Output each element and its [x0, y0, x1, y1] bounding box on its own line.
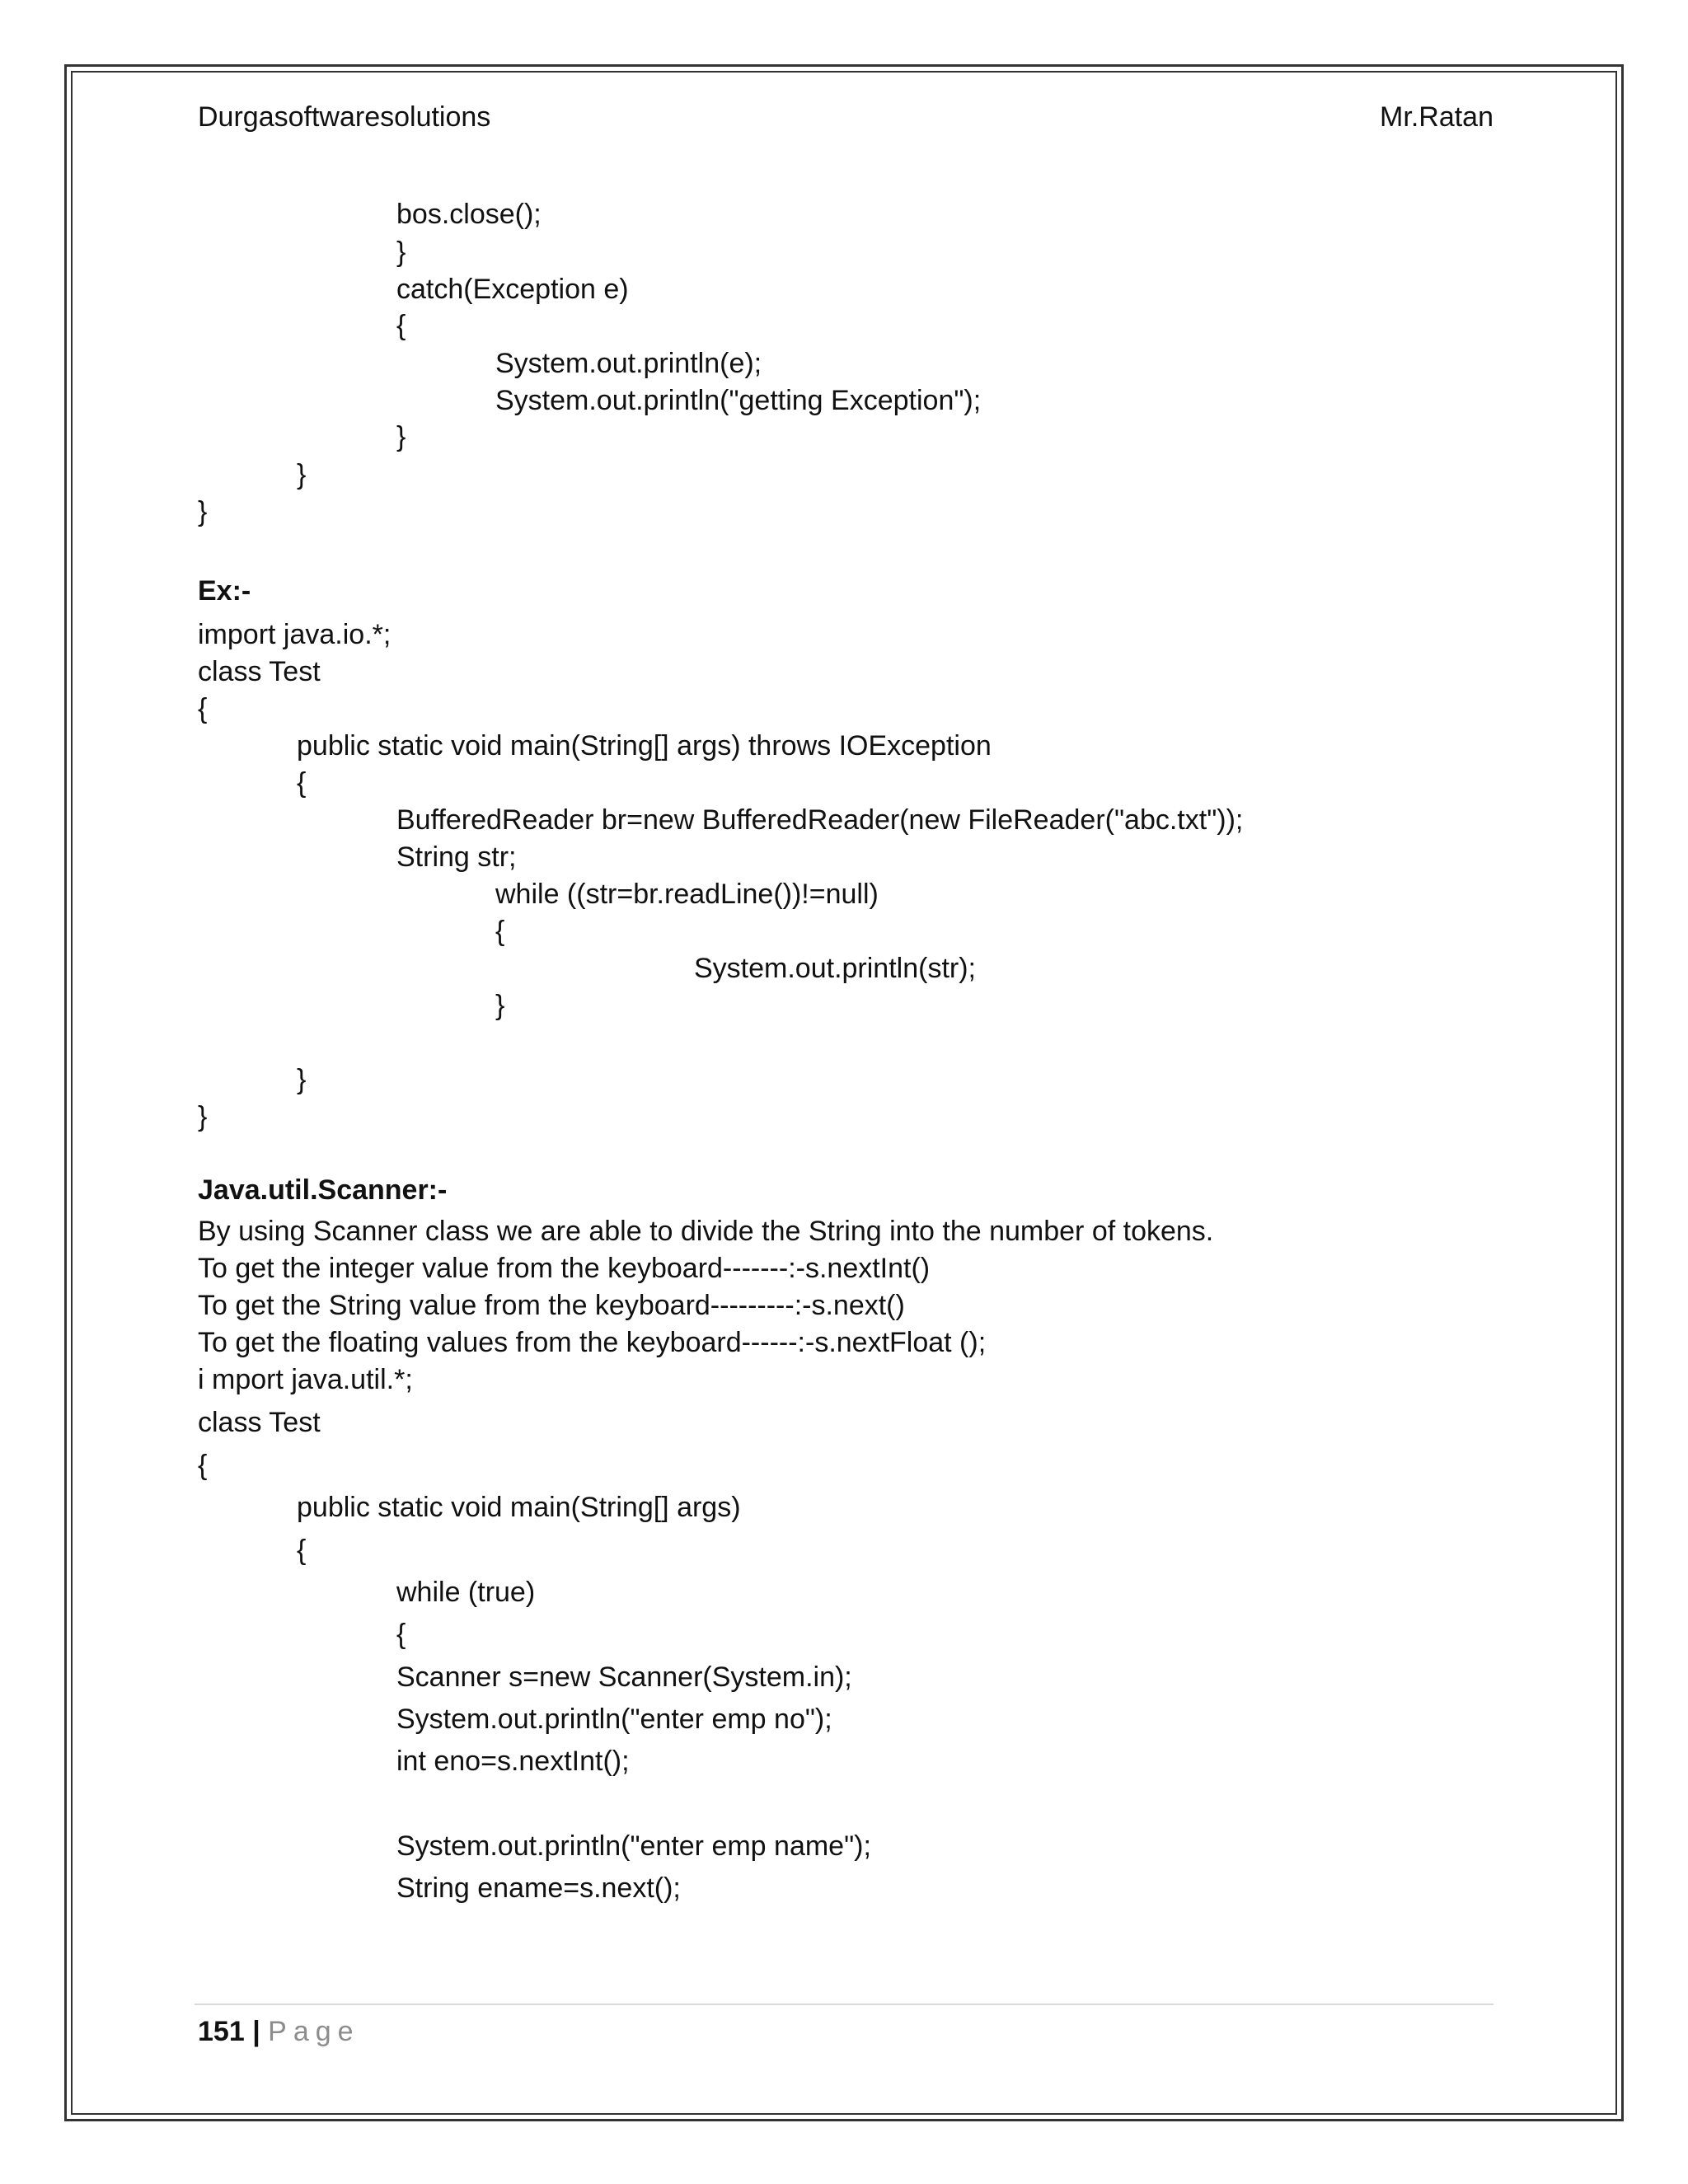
code-line: public static void main(String[] args) throws IOException: [297, 730, 992, 762]
code-line: }: [198, 496, 208, 527]
code-line: {: [297, 1535, 307, 1566]
code-line: {: [396, 310, 406, 341]
code-line: BufferedReader br=new BufferedReader(new FileReader("abc.txt"));: [396, 804, 1244, 836]
code-line: System.out.println(str);: [694, 953, 976, 984]
code-line: int eno=s.nextInt();: [396, 1746, 630, 1777]
footer-divider: [195, 2004, 1493, 2005]
page-number: 151: [198, 2016, 245, 2047]
paragraph-line: By using Scanner class we are able to divide the String into the number of tokens.: [198, 1216, 1214, 1247]
page-footer: [198, 2015, 360, 2048]
code-line: }: [297, 459, 307, 490]
code-line: }: [495, 990, 505, 1021]
scanner-heading: Java.util.Scanner:-: [198, 1174, 448, 1206]
code-line: System.out.println(e);: [495, 348, 762, 379]
code-line: System.out.println("getting Exception");: [495, 385, 982, 416]
code-line: class Test: [198, 656, 321, 687]
paragraph-line: To get the floating values from the keyboard------:-s.nextFloat ();: [198, 1327, 987, 1358]
code-line: bos.close();: [396, 199, 542, 230]
code-line: {: [297, 767, 307, 799]
code-line: {: [396, 1619, 406, 1650]
example-heading: Ex:-: [198, 575, 251, 607]
paragraph-line: To get the String value from the keyboard---------:-s.next(): [198, 1290, 905, 1321]
paragraph-line: To get the integer value from the keyboard-------:-s.nextInt(): [198, 1253, 931, 1284]
code-line: }: [198, 1101, 208, 1132]
code-line: public static void main(String[] args): [297, 1492, 741, 1523]
code-line: {: [198, 693, 208, 724]
code-line: }: [297, 1064, 307, 1095]
code-line: }: [396, 237, 406, 268]
code-line: while ((str=br.readLine())!=null): [495, 879, 879, 910]
code-line: Scanner s=new Scanner(System.in);: [396, 1661, 852, 1693]
code-line: class Test: [198, 1407, 321, 1438]
page-label: Page: [268, 2016, 360, 2047]
code-line: System.out.println("enter emp name");: [396, 1830, 871, 1862]
code-line: String str;: [396, 841, 517, 873]
code-line: System.out.println("enter emp no");: [396, 1704, 832, 1735]
code-line: {: [495, 916, 505, 947]
code-line: import java.io.*;: [198, 619, 392, 650]
code-line: while (true): [396, 1577, 536, 1608]
code-line: }: [396, 421, 406, 452]
code-line: String ename=s.next();: [396, 1872, 681, 1904]
code-line: i mport java.util.*;: [198, 1364, 413, 1395]
header-left: Durgasoftwaresolutions: [198, 101, 491, 133]
header-right: Mr.Ratan: [1380, 101, 1493, 133]
code-line: {: [198, 1450, 208, 1481]
page-separator: |: [252, 2016, 260, 2047]
code-line: catch(Exception e): [396, 274, 629, 305]
